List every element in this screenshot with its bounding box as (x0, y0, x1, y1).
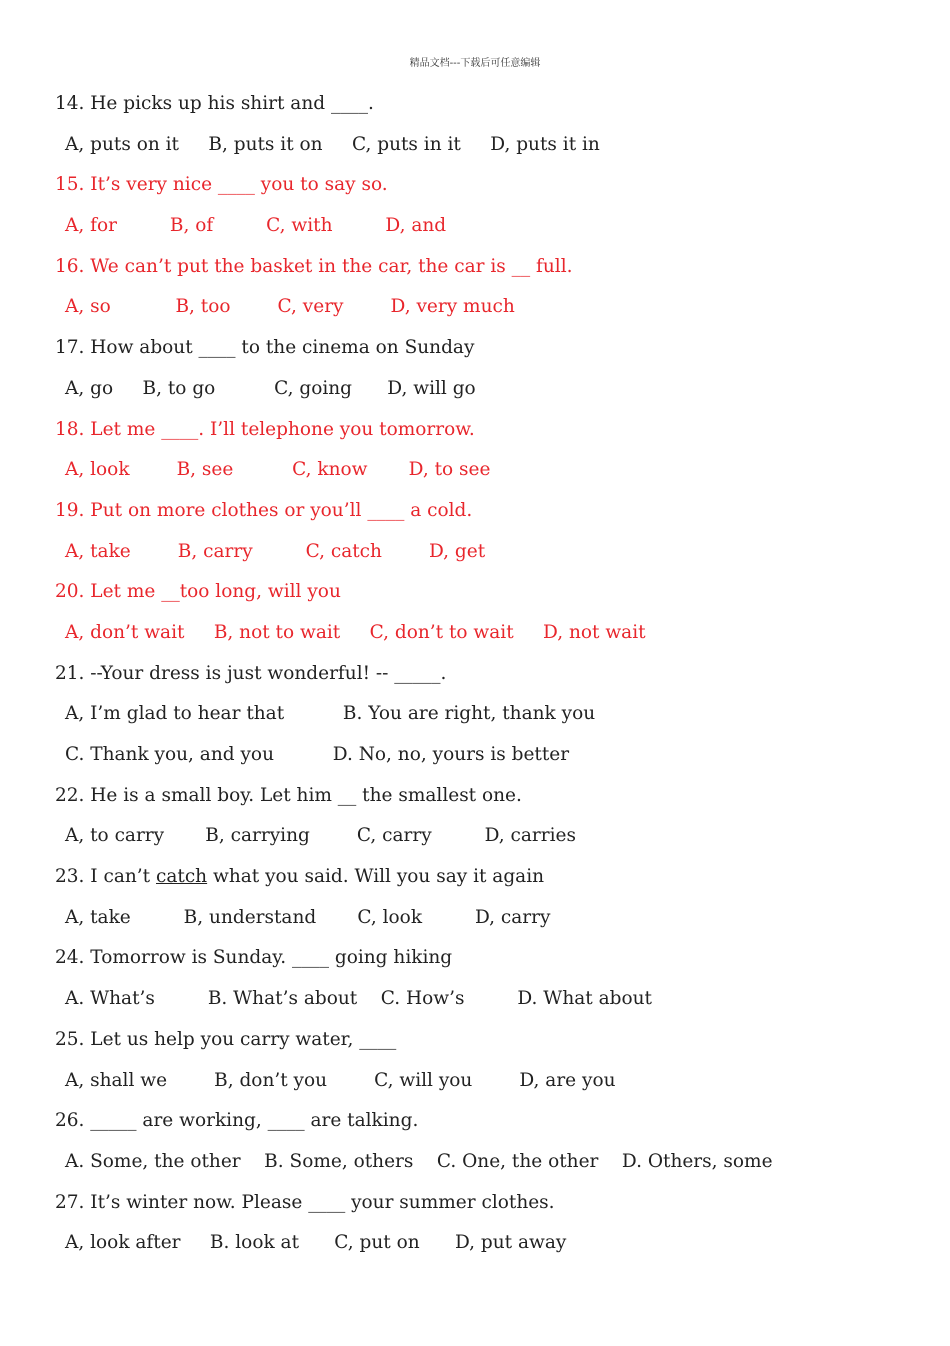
question-26-options: A. Some, the other B. Some, others C. One, the other D. Others, some (65, 1150, 773, 1172)
question-24-stem: 24. Tomorrow is Sunday. ____ going hiking (55, 947, 453, 969)
question-26-stem: 26. _____ are working, ____ are talking. (55, 1110, 419, 1132)
question-19-options: A, take B, carry C, catch D, get (65, 540, 486, 562)
question-14-options: A, puts on it B, puts it on C, puts in it D, puts it in (65, 133, 600, 155)
question-22-options: A, to carry B, carrying C, carry D, carries (65, 825, 576, 847)
question-list (55, 84, 915, 1264)
question-23-options: A, take B, understand C, look D, carry (65, 906, 551, 928)
question-24-options: A. What’s B. What’s about C. How’s D. What about (65, 988, 652, 1010)
question-21-options-row1: A, I’m glad to hear that B. You are right, thank you (65, 703, 596, 725)
question-20-options: A, don’t wait B, not to wait C, don’t to wait D, not wait (65, 621, 646, 643)
question-18-stem: 18. Let me ____. I’ll telephone you tomorrow. (55, 418, 475, 440)
question-25-stem: 25. Let us help you carry water, ____ (55, 1028, 397, 1050)
question-18-options: A, look B, see C, know D, to see (65, 459, 491, 481)
question-25-options: A, shall we B, don’t you C, will you D, are you (65, 1069, 616, 1091)
question-14-stem: 14. He picks up his shirt and ____. (55, 93, 374, 114)
question-23-stem (55, 857, 915, 898)
question-17-options: A, go B, to go C, going D, will go (65, 377, 476, 399)
question-16-stem: 16. We can’t put the basket in the car, the car is __ full. (55, 255, 573, 277)
question-15-stem: 15. It’s very nice ____ you to say so. (55, 174, 388, 196)
question-23-stem-before: 23. I can’t (55, 866, 156, 888)
question-15-options: A, for B, of C, with D, and (65, 215, 447, 237)
question-21-stem: 21. --Your dress is just wonderful! -- _____. (55, 662, 447, 684)
question-23-stem-after: what you said. Will you say it again (207, 866, 545, 888)
question-27-options: A, look after B. look at C, put on D, put away (65, 1232, 567, 1254)
question-23-underlined-word: catch (156, 866, 208, 888)
page-header: 精品文档---下载后可任意编辑 (409, 58, 541, 69)
question-19-stem: 19. Put on more clothes or you’ll ____ a cold. (55, 499, 473, 521)
question-22-stem: 22. He is a small boy. Let him __ the smallest one. (55, 784, 522, 806)
question-16-options: A, so B, too C, very D, very much (65, 296, 515, 318)
question-20-stem: 20. Let me __too long, will you (55, 581, 341, 603)
question-27-stem: 27. It’s winter now. Please ____ your summer clothes. (55, 1191, 555, 1213)
question-17-stem: 17. How about ____ to the cinema on Sunday (55, 337, 475, 359)
question-21-options-row2: C. Thank you, and you D. No, no, yours is better (65, 744, 570, 765)
